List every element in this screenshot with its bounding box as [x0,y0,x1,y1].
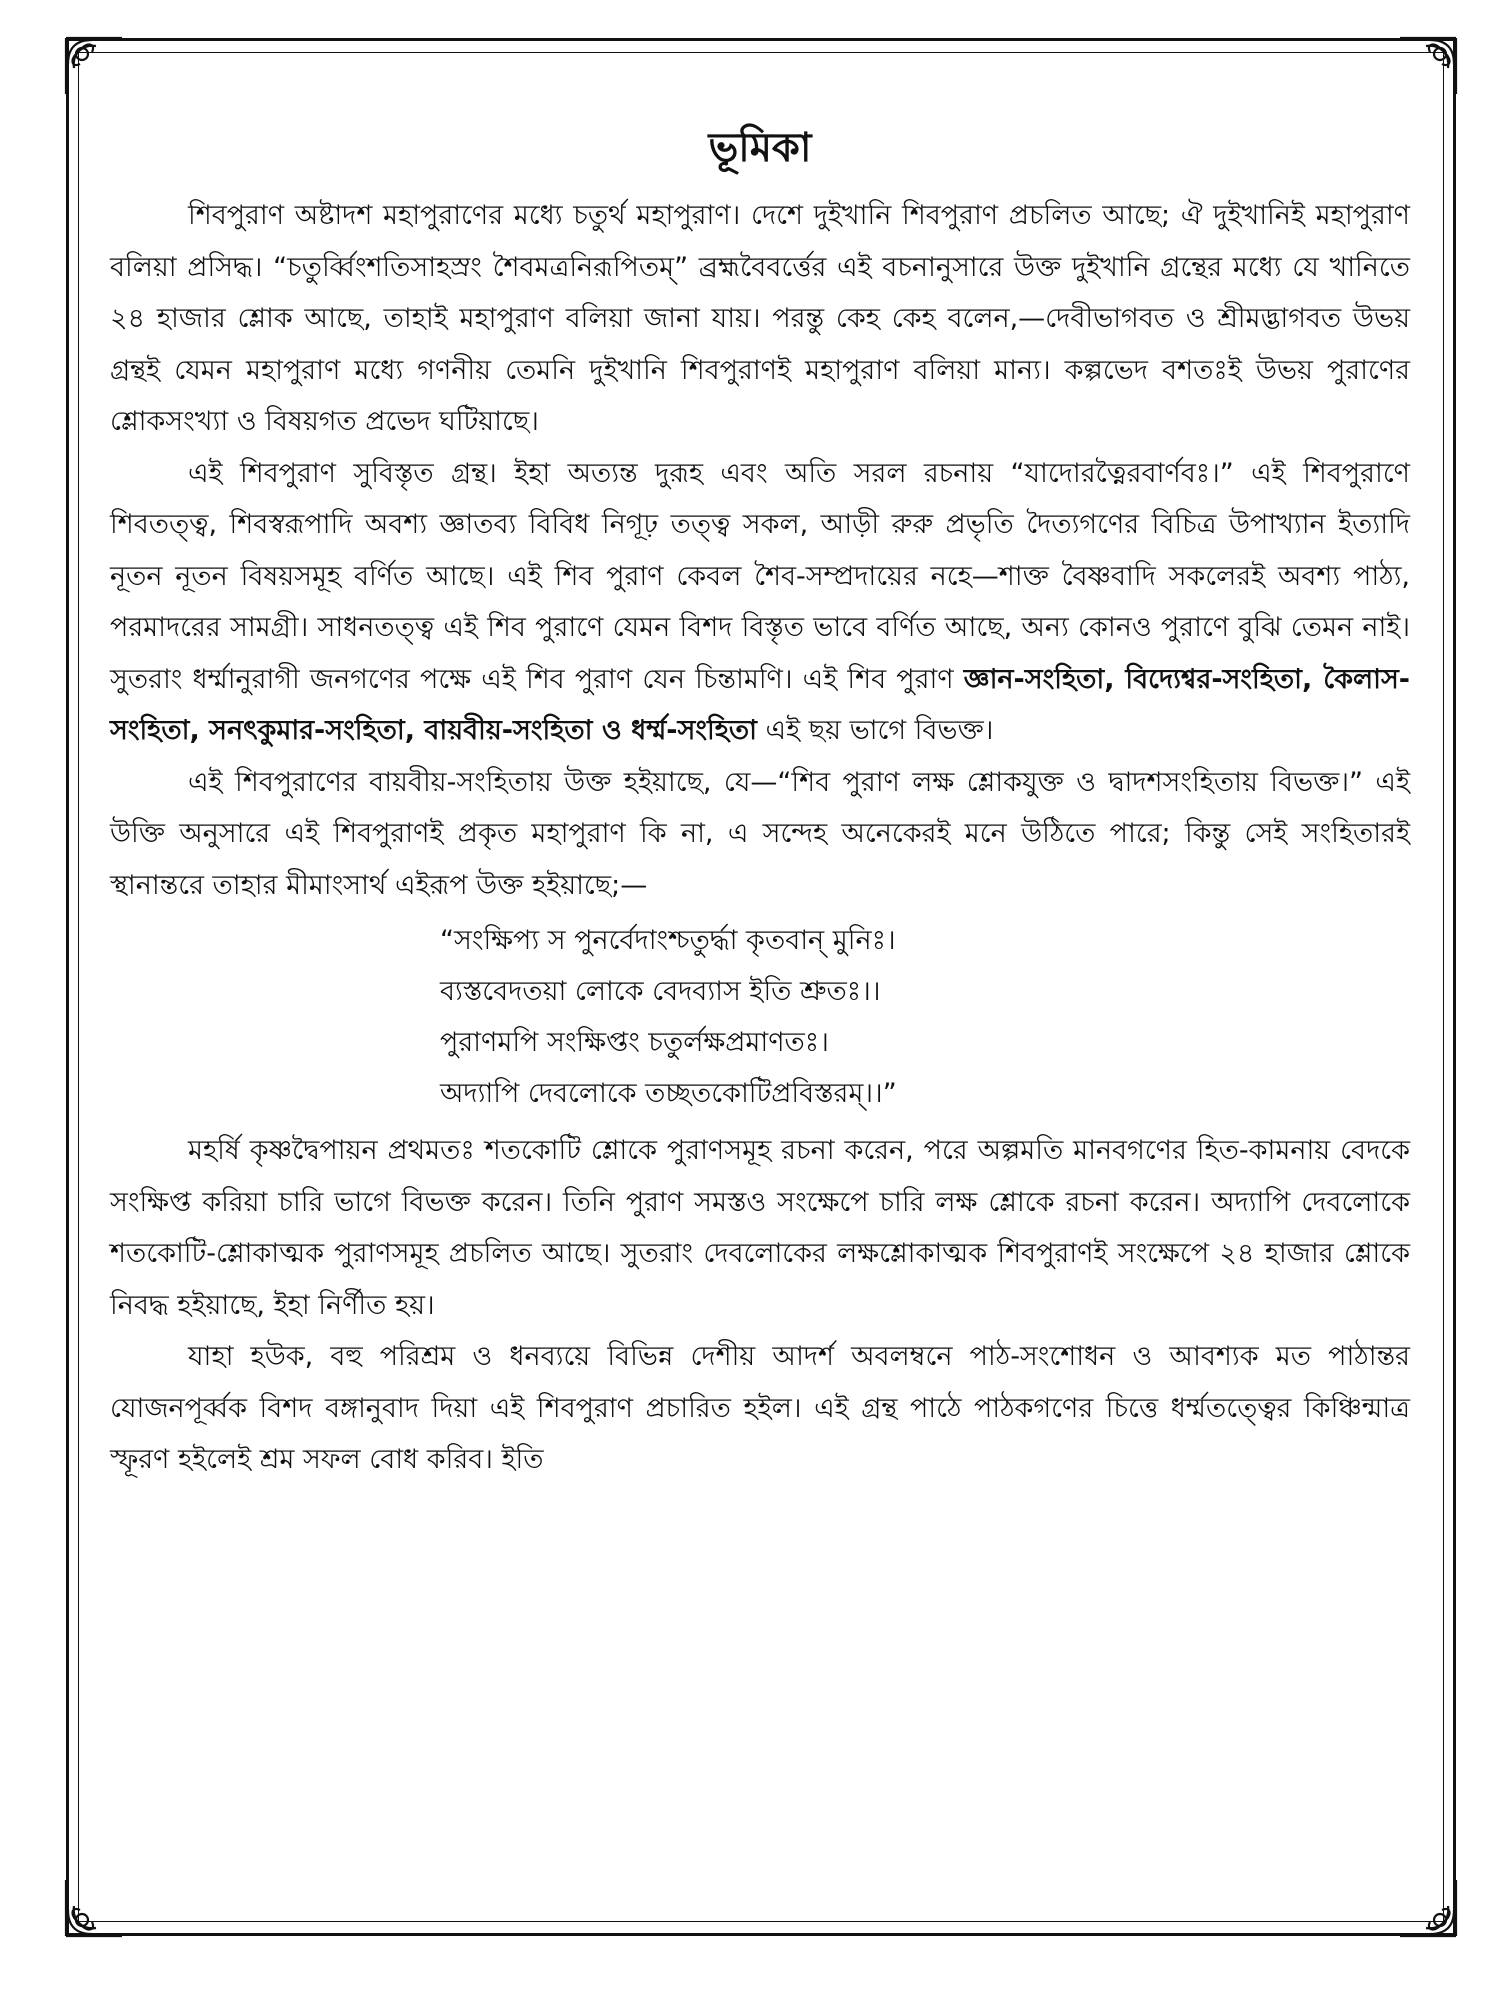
corner-ornament-icon [62,34,126,98]
corner-ornament-icon [62,1876,126,1940]
samhita-list: জ্ঞান-সংহিতা, বিদ্যেশ্বর-সংহিতা, কৈলাস-সংহিতা, সনৎকুমার-সংহিতা, বায়বীয়-সংহিতা ও ধর্ম্ম-সংহিতা [110,663,1410,746]
paragraph-1: শিবপুরাণ অষ্টাদশ মহাপুরাণের মধ্যে চতুর্থ মহাপুরাণ। দেশে দুইখানি শিবপুরাণ প্রচলিত আছে; ঐ দুইখানিই মহাপুরাণ বলিয়া প্রসিদ্ধ। “চতুর্ব্বিংশতিসাহস্রং শৈবমত্রনিরূপিতম্” ব্রহ্মবৈবর্ত্তের এই বচনানুসারে উক্ত দুইখানি গ্রন্থের মধ্যে যে খানিতে ২৪ হাজার শ্লোক আছে, তাহাই মহাপুরাণ বলিয়া জানা যায়। পরন্তু কেহ কেহ বলেন,—দেবীভাগবত ও শ্রীমদ্ভাগবত উভয় গ্রন্থই যেমন মহাপুরাণ মধ্যে গণনীয় তেমনি দুইখানি শিবপুরাণই মহাপুরাণ বলিয়া মান্য। কল্পভেদ বশতঃই উভয় পুরাণের শ্লোকসংখ্যা ও বিষয়গত প্রভেদ ঘটিয়াছে। [110,200,1410,437]
paragraph-2-start: এই শিবপুরাণ সুবিস্তৃত গ্রন্থ। ইহা অত্যন্ত দুরূহ এবং অতি সরল রচনায় “যাদোরত্নৈরবার্ণবঃ।” এই শিবপুরাণে শিবতত্ত্ব, শিবস্বরূপাদি অবশ্য জ্ঞাতব্য বিবিধ নিগূঢ় তত্ত্ব সকল, আড়ী রুরু প্রভৃতি দৈত্যগণের বিচিত্র উপাখ্যান ইত্যাদি নূতন নূতন বিষয়সমূহ বর্ণিত আছে। এই শিব পুরাণ কেবল শৈব-সম্প্রদায়ের নহে—শাক্ত বৈষ্ণবাদি সকলেরই অবশ্য পাঠ্য, পরমাদরের সামগ্রী। সাধনতত্ত্ব এই শিব পুরাণে যেমন বিশদ বিস্তৃত ভাবে বর্ণিত আছে, অন্য কোনও পুরাণে বুঝি তেমন নাই। সুতরাং ধর্ম্মানুরাগী জনগণের পক্ষে এই শিব পুরাণ যেন চিন্তামণি। এই শিব পুরাণ [110,457,1410,695]
verse-line: অদ্যাপি দেবলোকে তচ্ছতকোটিপ্রবিস্তরম্।।” [440,1078,897,1109]
page-content [110,120,1410,1486]
verse-line: “সংক্ষিপ্য স পুনর্বেদাংশ্চতুর্দ্ধা কৃতবান্ মুনিঃ। [440,925,896,956]
verse-line: ব্যস্তবেদতয়া লোকে বেদব্যাস ইতি শ্রুতঃ।। [440,976,881,1007]
verse-line: পুরাণমপি সংক্ষিপ্তং চতুর্লক্ষপ্রমাণতঃ। [440,1027,829,1058]
corner-ornament-icon [1396,1876,1460,1940]
corner-ornament-icon [1396,34,1460,98]
paragraph-2-end: এই ছয় ভাগে বিভক্ত। [756,715,994,746]
page-title: ভূমিকা [708,125,812,171]
paragraph-5: যাহা হউক, বহু পরিশ্রম ও ধনব্যয়ে বিভিন্ন দেশীয় আদর্শ অবলম্বনে পাঠ-সংশোধন ও আবশ্যক মত পাঠান্তর যোজনপূর্ব্বক বিশদ বঙ্গানুবাদ দিয়া এই শিবপুরাণ প্রচারিত হইল। এই গ্রন্থ পাঠে পাঠকগণের চিত্তে ধর্ম্মতত্ত্বের কিঞ্চিন্মাত্র স্ফূরণ হইলেই শ্রম সফল বোধ করিব। ইতি [110,1341,1410,1475]
verse-block [110,915,1410,1119]
paragraph-3: এই শিবপুরাণের বায়বীয়-সংহিতায় উক্ত হইয়াছে, যে—“শিব পুরাণ লক্ষ শ্লোকযুক্ত ও দ্বাদশসংহিতায় বিভক্ত।” এই উক্তি অনুসারে এই শিবপুরাণই প্রকৃত মহাপুরাণ কি না, এ সন্দেহ অনেকেরই মনে উঠিতে পারে; কিন্তু সেই সংহিতারই স্থানান্তরে তাহার মীমাংসার্থ এইরূপ উক্ত হইয়াছে;— [110,766,1410,901]
paragraph-4: মহর্ষি কৃষ্ণদ্বৈপায়ন প্রথমতঃ শতকোটি শ্লোকে পুরাণসমূহ রচনা করেন, পরে অল্পমতি মানবগণের হিত-কামনায় বেদকে সংক্ষিপ্ত করিয়া চারি ভাগে বিভক্ত করেন। তিনি পুরাণ সমস্তও সংক্ষেপে চারি লক্ষ শ্লোকে রচনা করেন। অদ্যাপি দেবলোকে শতকোটি-শ্লোকাত্মক পুরাণসমূহ প্রচলিত আছে। সুতরাং দেবলোকের লক্ষশ্লোকাত্মক শিবপুরাণই সংক্ষেপে ২৪ হাজার শ্লোকে নিবদ্ধ হইয়াছে, ইহা নির্ণীত হয়। [110,1135,1410,1321]
paragraph-2 [110,448,1410,757]
